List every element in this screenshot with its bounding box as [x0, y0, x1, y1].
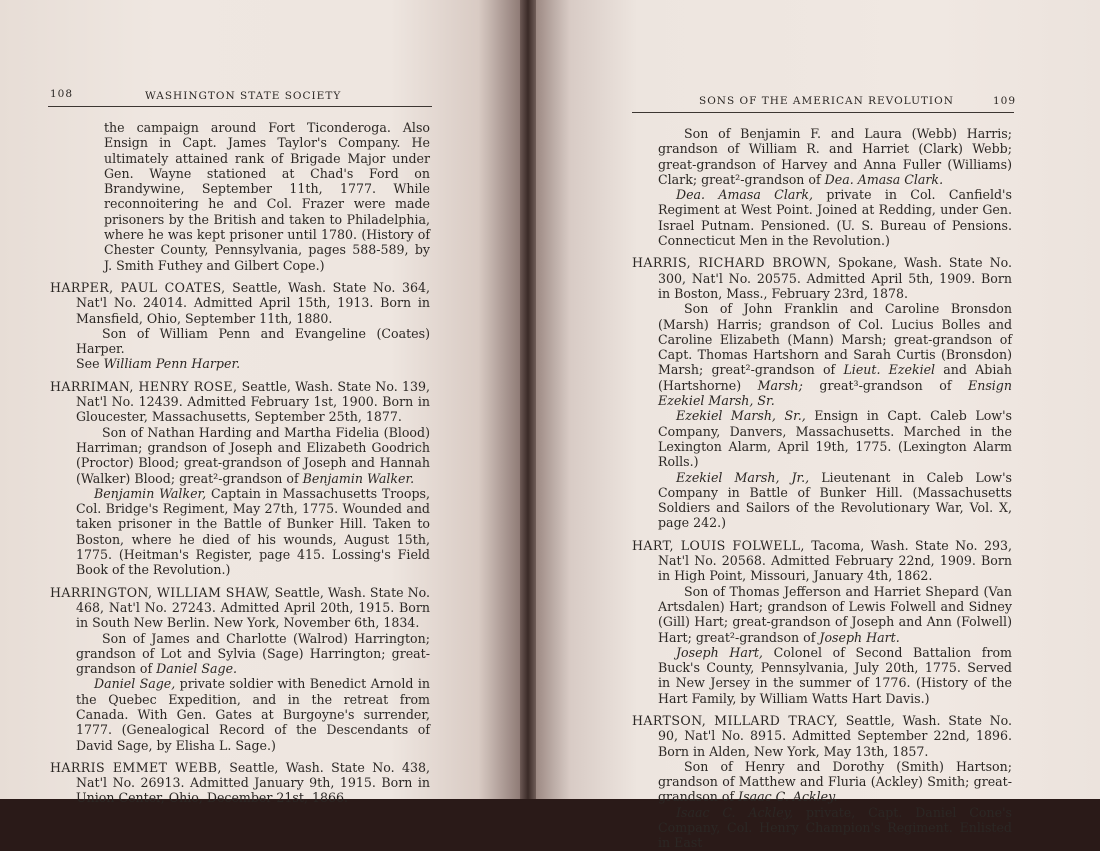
entry-name: HARRINGTON, WILLIAM SHAW, [50, 584, 271, 600]
lineage: Son of Nathan Harding and Martha Fidelia (Blood) Harriman; grandson of Joseph and Elizabeth Goodrich (Proctor) Blood; great-grandson of Joseph and Hannah (Walker) Blood; great²-grandson of Benjamin Walker. [76, 424, 430, 486]
left-header-rule [48, 106, 432, 107]
entry-record: Seattle, Wash. State No. 90, Nat'l No. 8915. Admitted September 22nd, 1896. Born in Alden, New York, May 13th, 1857. [658, 712, 1012, 759]
entry-harper [50, 280, 430, 372]
left-running-head: WASHINGTON STATE SOCIETY [145, 90, 342, 102]
ancestor-service: Daniel Sage, private soldier with Benedict Arnold in the Quebec Expedition, and in the retreat from Canada. With Gen. Gates at Burgoyne's surrender, 1777. (Genealogical Record of the Descendants of David Sage, by Elisha L. Sage.) [76, 676, 430, 753]
ancestor-service: Dea. Amasa Clark, private in Col. Canfield's Regiment at West Point. Joined at Redding, under Gen. Israel Putnam. Pensioned. (U. S. Bureau of Pensions. Connecticut Men in the Revolution.) [658, 187, 1012, 249]
lineage: Son of Thomas Jefferson and Harriet Shepard (Van Artsdalen) Hart; grandson of Lewis Folwell and Sidney (Gill) Hart; great-grandson of Joseph and Ann (Folwell) Hart; great²-grandson of Joseph Hart. [658, 583, 1012, 645]
entry-harriman [50, 379, 430, 578]
entry-name: HART, LOUIS FOLWELL, [632, 537, 805, 553]
entry-name: HARRIS EMMET WEBB, [50, 759, 222, 775]
left-text-column [50, 120, 430, 806]
ancestor-service: Ezekiel Marsh, Jr., Lieutenant in Caleb Low's Company in Battle of Bunker Hill. (Massachusetts Soldiers and Sailors of the Revolutionary War, Vol. X, page 242.) [658, 469, 1013, 531]
lineage: Son of John Franklin and Caroline Bronsdon (Marsh) Harris; grandson of Col. Lucius Bolles and Caroline Elizabeth (Mann) Marsh; great-grandson of Capt. Thomas Hartshorn and Sarah Curtis (Bronsdon) Marsh; great²-grandson of Lieut. Ezekiel and Abiah (Hartshorne) Marsh; great³-grandson of Ensign Ezekiel Marsh, Sr. [658, 301, 1012, 409]
ancestor-service: Benjamin Walker, Captain in Massachusetts Troops, Col. Bridge's Regiment, May 27th, 1775. Wounded and taken prisoner in the Battle of Bunker Hill. Taken to Boston, where he died of his wounds, August 15th, 1775. (Heitman's Register, page 415. Lossing's Field Book of the Revolution.) [76, 485, 430, 578]
see-reference-name: William Penn Harper. [103, 356, 241, 372]
ancestor-service: Isaac C. Ackley, private, Capt. Daniel Cone's Company, Col. Henry Champion's Regiment. Enlisted in East [658, 804, 1012, 851]
entry-name: HARPER, PAUL COATES, [50, 279, 226, 295]
entry-harrington [50, 585, 430, 753]
continued-paragraph: the campaign around Fort Ticonderoga. Also Ensign in Capt. James Taylor's Company. He ultimately attained rank of Brigade Major under Gen. Wayne stationed at Chad's Ford on Brandywine, September 11th, 1777. While reconnoitering he and Col. Frazer were made prisoners by the British and taken to Philadelphia, where he was kept prisoner until 1780. (History of Chester County, Pennsylvania, pages 588-589, by J. Smith Futhey and Gilbert Cope.) [104, 120, 430, 273]
entry-record: Seattle, Wash. State No. 139, Nat'l No. 12439. Admitted February 1st, 1900. Born in Gloucester, Massachusetts, September 25th, 1877. [76, 378, 431, 425]
entry-harris-emmet [50, 760, 430, 806]
ancestor-service: Joseph Hart, Colonel of Second Battalion from Buck's County, Pennsylvania, July 20th, 1775. Served in New Jersey in the summer of 1776. (History of the Hart Family, by William Watts Hart Davis.) [658, 644, 1012, 706]
ancestor-service: Ezekiel Marsh, Sr., Ensign in Capt. Caleb Low's Company, Danvers, Massachusetts. Marched in the Lexington Alarm, April 19th, 1775. (Lexington Alarm Rolls.) [658, 408, 1012, 470]
left-page [0, 0, 520, 806]
right-page-number: 109 [993, 95, 1017, 107]
lineage: Son of Henry and Dorothy (Smith) Hartson; grandson of Matthew and Fluria (Ackley) Smith; great-grandson of Isaac C. Ackley. [658, 758, 1012, 805]
entry-hartson [632, 713, 1012, 851]
lineage: Son of Benjamin F. and Laura (Webb) Harris; grandson of William R. and Harriet (Clark) Webb; great-grandson of Harvey and Anna Fuller (Williams) Clark; great²-grandson of Dea. Amasa Clark. [658, 126, 1012, 187]
lineage: Son of James and Charlotte (Walrod) Harrington; grandson of Lot and Sylvia (Sage) Harrington; great-grandson of Daniel Sage. [76, 630, 430, 677]
entry-name: HARRIMAN, HENRY ROSE, [50, 378, 238, 394]
entry-harris-richard [632, 255, 1012, 530]
entry-record: Seattle, Wash. State No. 364, Nat'l No. 24014. Admitted April 15th, 1913. Born in Mansfield, Ohio, September 11th, 1880. [76, 279, 431, 326]
entry-hart [632, 538, 1012, 706]
entry-name: HARRIS, RICHARD BROWN, [632, 255, 831, 271]
see-reference: See William Penn Harper. [76, 356, 241, 372]
right-header-rule [632, 112, 1014, 113]
left-page-number: 108 [50, 88, 74, 100]
right-text-column [632, 126, 1012, 851]
entry-record: Seattle, Wash. State No. 468, Nat'l No. 27243. Admitted April 20th, 1915. Born in South New Berlin. New York, November 6th, 1834. [76, 584, 430, 631]
book-gutter [520, 0, 536, 799]
right-running-head: SONS OF THE AMERICAN REVOLUTION [699, 95, 954, 107]
entry-record: Tacoma, Wash. State No. 293, Nat'l No. 20568. Admitted February 22nd, 1909. Born in High Point, Missouri, January 4th, 1862. [658, 537, 1012, 584]
entry-record: Spokane, Wash. State No. 300, Nat'l No. 20575. Admitted April 5th, 1909. Born in Boston, Mass., February 23rd, 1878. [658, 255, 1012, 301]
entry-record: Seattle, Wash. State No. 438, Nat'l No. 26913. Admitted January 9th, 1915. Born in Union Center, Ohio, December 21st, 1866. [76, 759, 431, 806]
right-page [536, 0, 1100, 851]
lineage: Son of William Penn and Evangeline (Coates) Harper. [76, 325, 430, 357]
entry-name: HARTSON, MILLARD TRACY, [632, 712, 839, 728]
